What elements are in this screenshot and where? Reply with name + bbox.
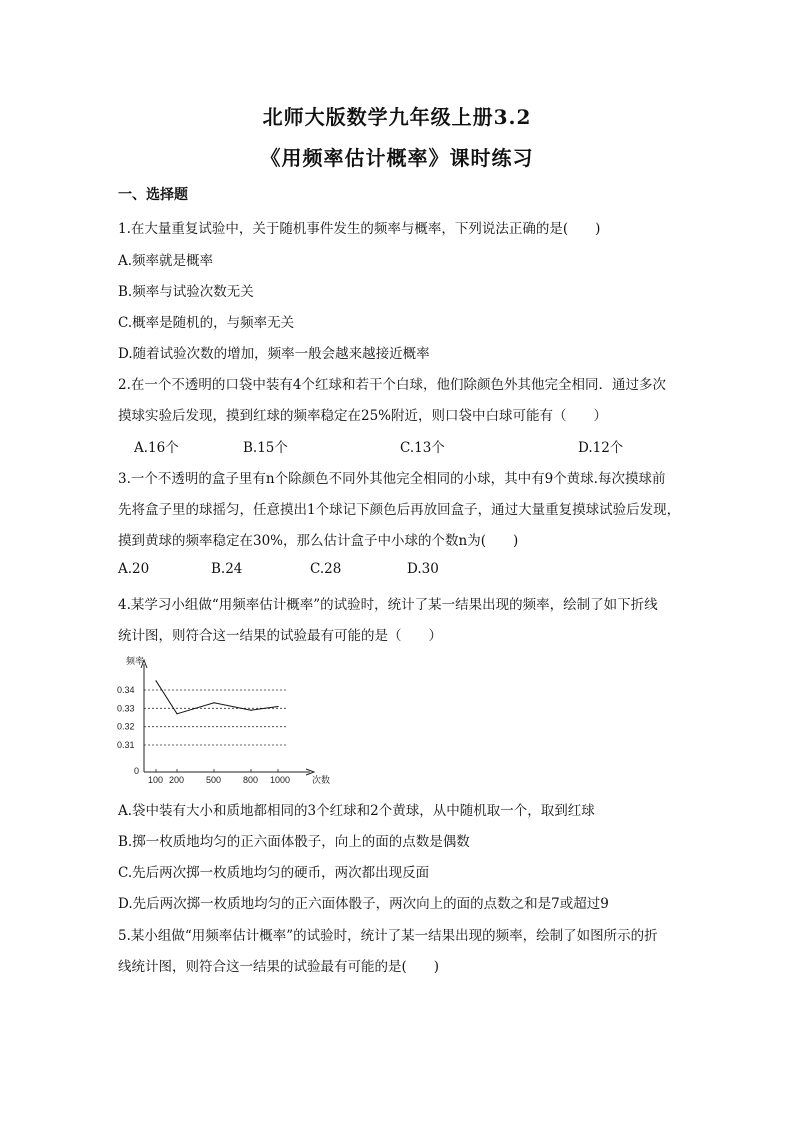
question-3-stem-line3: 摸到黄球的频率稳定在30%，那么估计盒子中小球的个数n为( ) — [118, 533, 519, 549]
question-2-option-a: A.16个 — [134, 440, 179, 456]
question-1-option-a: A.频率就是概率 — [118, 253, 214, 269]
question-4-option-b: B.掷一枚质地均匀的正六面体骰子，向上的面的点数是偶数 — [118, 834, 470, 850]
question-3-stem-line2: 先将盒子里的球摇匀，任意摸出1个球记下颜色后再放回盒子，通过大量重复摸球试验后发现， — [118, 502, 681, 518]
question-2-stem-line2: 摸球实验后发现，摸到红球的频率稳定在25%附近，则口袋中白球可能有（ ） — [118, 408, 608, 424]
question-4-stem-line1: 4.某学习小组做“用频率估计概率”的试验时，统计了某一结果出现的频率，绘制了如下折线 — [118, 597, 658, 613]
question-3-option-a: A.20 — [118, 561, 150, 577]
page-title: 北师大版数学九年级上册3.2 — [262, 105, 532, 129]
y-tick-label: 0.33 — [117, 703, 135, 714]
data-point — [155, 680, 156, 681]
question-1-option-d: D.随着试验次数的增加，频率一般会越来越接近概率 — [118, 346, 430, 362]
question-1-stem: 1.在大量重复试验中，关于随机事件发生的频率与概率，下列说法正确的是( ) — [118, 221, 601, 237]
x-tick-label: 200 — [169, 775, 185, 784]
question-1-option-b: B.频率与试验次数无关 — [118, 284, 254, 300]
question-4-option-d: D.先后两次掷一枚质地均匀的正六面体骰子，两次向上的面的点数之和是7或超过9 — [118, 896, 609, 912]
data-point — [277, 706, 278, 707]
series-line — [156, 681, 278, 714]
question-3-stem-line1: 3.一个不透明的盒子里有n个除颜色不同外其他完全相同的小球，其中有9个黄球.每次摸球前 — [118, 471, 666, 487]
question-3-option-b: B.24 — [211, 561, 243, 577]
question-2-option-b: B.15个 — [243, 440, 288, 456]
question-4-stem-line2: 统计图，则符合这一结果的试验最有可能的是（ ） — [118, 628, 442, 644]
section-heading: 一、选择题 — [118, 187, 188, 203]
page-subtitle: 《用频率估计概率》课时练习 — [260, 146, 534, 170]
question-3-option-c: C.28 — [310, 561, 342, 577]
data-point — [250, 710, 251, 711]
data-point — [176, 713, 177, 714]
data-point — [213, 702, 214, 703]
question-2-stem-line1: 2.在一个不透明的口袋中装有4个红球和若干个白球，他们除颜色外其他完全相同．通过多次 — [118, 377, 666, 393]
y-tick-label: 0.32 — [117, 721, 135, 732]
x-tick-label: 1000 — [270, 775, 291, 784]
question-2-option-c: C.13个 — [400, 440, 445, 456]
question-5-stem-line1: 5.某小组做“用频率估计概率”的试验时，统计了某一结果出现的频率，绘制了如图所示的折 — [118, 928, 658, 944]
y-axis-label: 频率 — [126, 656, 145, 666]
x-tick-label: 100 — [148, 775, 164, 784]
x-tick-label: 800 — [243, 775, 259, 784]
y-tick-label: 0.34 — [117, 685, 135, 695]
question-1-option-c: C.概率是随机的，与频率无关 — [118, 315, 295, 331]
y-tick-label: 0.31 — [117, 740, 135, 750]
origin-label: 0 — [134, 766, 140, 776]
question-4-option-c: C.先后两次掷一枚质地均匀的硬币，两次都出现反面 — [118, 865, 430, 881]
frequency-line-chart — [116, 654, 336, 784]
question-4-option-a: A.袋中装有大小和质地都相同的3个红球和2个黄球，从中随机取一个，取到红球 — [118, 803, 595, 819]
question-2-option-d: D.12个 — [578, 440, 624, 456]
question-5-stem-line2: 线统计图，则符合这一结果的试验最有可能的是( ) — [118, 959, 440, 975]
question-3-option-d: D.30 — [407, 561, 439, 577]
x-tick-label: 500 — [206, 775, 222, 784]
x-axis-label: 次数 — [312, 775, 331, 784]
